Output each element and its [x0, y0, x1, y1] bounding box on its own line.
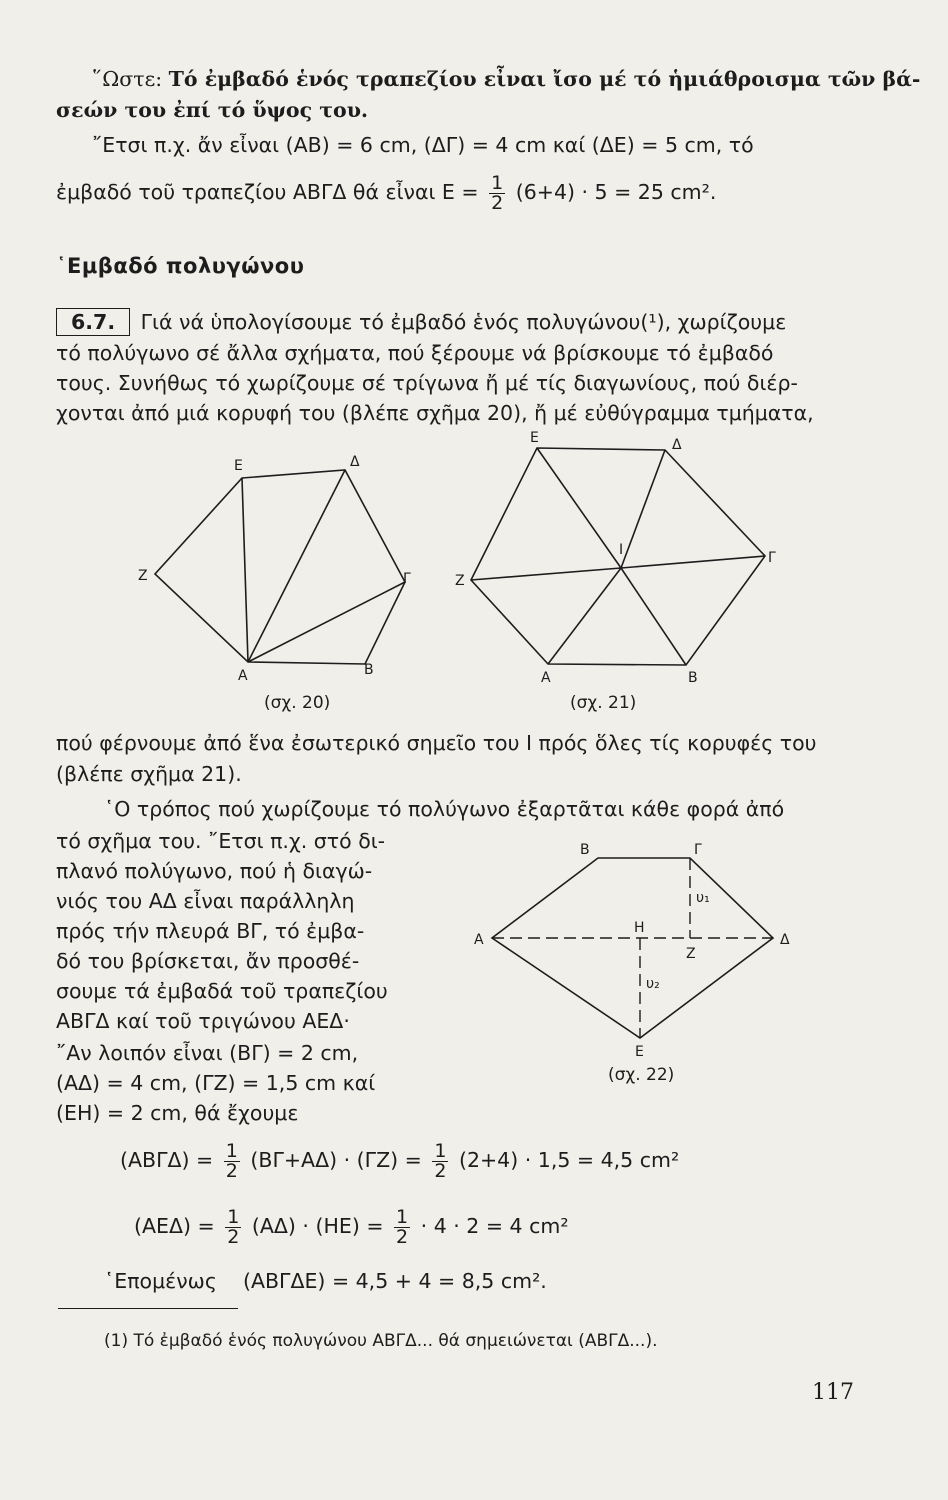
eq2-lhs: (ΑΕΔ) =: [134, 1214, 215, 1238]
pentagon-outline: [492, 858, 773, 1038]
figure-22: [468, 838, 808, 1088]
eq2-fraction-1: [225, 1205, 241, 1248]
figure-21: [448, 428, 793, 718]
eq1-fraction-2: [432, 1139, 448, 1182]
fig22-label-u1: υ₁: [696, 890, 710, 906]
eq3-lead: ῾Επομένως: [104, 1269, 217, 1293]
para-after-line-2: (βλέπε σχῆμα 21).: [56, 762, 242, 786]
fig20-label-b: Β: [364, 662, 374, 678]
para-after-line-11: ῎Αν λοιπόν εἶναι (ΒΓ) = 2 cm,: [56, 1041, 359, 1065]
section-title: ῾Εμβαδό πολυγώνου: [56, 254, 305, 278]
equation-aed: [134, 1202, 569, 1250]
fig21-label-e: Ε: [530, 430, 539, 446]
para-after-line-9: σουμε τά ἐμβαδά τοῦ τραπεζίου: [56, 979, 388, 1003]
para-after-line-7: πρός τήν πλευρά ΒΓ, τό ἐμβα-: [56, 919, 365, 943]
fig21-label-d: Δ: [672, 437, 682, 453]
fig20-label-g: Γ: [403, 571, 411, 587]
fig22-label-u2: υ₂: [646, 976, 660, 992]
footnote-divider: [58, 1308, 238, 1309]
fraction-numerator: 1: [491, 171, 504, 194]
fraction-numerator: 1: [227, 1205, 240, 1228]
figure-20: [130, 450, 420, 720]
hexagon-outline: [471, 448, 765, 665]
intro-line-1: [92, 66, 920, 92]
intro-line-2: σεών του ἐπί τό ὕψος του.: [56, 98, 369, 122]
fig21-caption: (σχ. 21): [570, 693, 637, 713]
intro-line-4-pre: ἐμβαδό τοῦ τραπεζίου ΑΒΓΔ θά εἶναι Ε =: [56, 180, 479, 204]
fraction-numerator: 1: [396, 1205, 409, 1228]
paragraph-number-box: 6.7.: [56, 308, 130, 336]
para-after-line-3: ῾Ο τρόπος πού χωρίζουμε τό πολύγωνο ἐξαρτᾶται κάθε φορά ἀπό: [104, 797, 785, 821]
fig21-label-z: Ζ: [455, 573, 465, 589]
intro-line-4-post: (6+4) · 5 = 25 cm².: [515, 180, 717, 204]
intro-lead: ῞Ωστε:: [92, 67, 163, 91]
eq2-fraction-2: [394, 1205, 410, 1248]
intro-line-4: [56, 172, 716, 213]
para-after-line-12: (ΑΔ) = 4 cm, (ΓΖ) = 1,5 cm καί: [56, 1071, 376, 1095]
equation-abgd: [120, 1136, 679, 1184]
intro-line-3: ῎Ετσι π.χ. ἄν εἶναι (ΑΒ) = 6 cm, (ΔΓ) = 4 cm καί (ΔΕ) = 5 cm, τό: [92, 133, 754, 157]
eq2-rhs: · 4 · 2 = 4 cm²: [420, 1214, 569, 1238]
equation-total: [104, 1268, 547, 1294]
eq1-rhs: (2+4) · 1,5 = 4,5 cm²: [458, 1148, 680, 1172]
fig22-label-b: Β: [580, 842, 590, 858]
fig20-label-z: Ζ: [138, 568, 148, 584]
fig21-label-a: Α: [541, 670, 551, 686]
eq1-mid: (ΒΓ+ΑΔ) · (ΓΖ) =: [250, 1148, 422, 1172]
fraction-numerator: 1: [434, 1139, 447, 1162]
fig22-label-a: Α: [474, 932, 484, 948]
para-after-line-8: δό του βρίσκεται, ἄν προσθέ-: [56, 949, 360, 973]
footnote: (1) Τό ἐμβαδό ἑνός πολυγώνου ΑΒΓΔ... θά σημειώνεται (ΑΒΓΔ...).: [104, 1331, 658, 1351]
fig21-label-b: Β: [688, 670, 698, 686]
segments-from-i: [471, 448, 765, 665]
fraction-denominator: 2: [396, 1225, 409, 1248]
para67-line-4: χονται ἀπό μιά κορυφή του (βλέπε σχῆμα 20), ἤ μέ εὐθύγραμμα τμήματα,: [56, 401, 814, 425]
para-after-line-4: τό σχῆμα του. ῎Ετσι π.χ. στό δι-: [56, 829, 386, 853]
fig20-caption: (σχ. 20): [264, 693, 331, 713]
para67-line-1-text: Γιά νά ὑπολογίσουμε τό ἐμβαδό ἑνός πολυγώνου(¹), χωρίζουμε: [140, 310, 787, 334]
fraction-denominator: 2: [225, 1159, 238, 1182]
fig22-label-d: Δ: [780, 932, 790, 948]
intro-rule-bold-1: Τό ἐμβαδό ἑνός τραπεζίου εἶναι ἴσο μέ τό ἡμιάθροισμα τῶν βά-: [168, 67, 921, 91]
fraction-denominator: 2: [227, 1225, 240, 1248]
para-after-line-1: πού φέρνουμε ἀπό ἕνα ἐσωτερικό σημεῖο του Ι πρός ὅλες τίς κορυφές του: [56, 731, 817, 755]
fig20-label-d: Δ: [350, 454, 360, 470]
fig20-label-e: Ε: [234, 458, 243, 474]
hexagon-outline: [155, 470, 405, 664]
eq3-expr: (ΑΒΓΔΕ) = 4,5 + 4 = 8,5 cm².: [242, 1269, 547, 1293]
fig22-caption: (σχ. 22): [608, 1065, 675, 1085]
fig20-label-a: Α: [238, 668, 248, 684]
eq2-mid: (ΑΔ) · (ΗΕ) =: [251, 1214, 384, 1238]
para-after-line-6: νιός του ΑΔ εἶναι παράλληλη: [56, 889, 355, 913]
fig22-label-g: Γ: [694, 842, 702, 858]
eq1-lhs: (ΑΒΓΔ) =: [120, 1148, 214, 1172]
fig21-label-i: Ι: [619, 542, 624, 558]
para-after-line-13: (ΕΗ) = 2 cm, θά ἔχουμε: [56, 1101, 299, 1125]
eq1-fraction-1: [224, 1139, 240, 1182]
fraction-numerator: 1: [225, 1139, 238, 1162]
fraction-denominator: 2: [434, 1159, 447, 1182]
para67-line-2: τό πολύγωνο σέ ἄλλα σχήματα, πού ξέρουμε νά βρίσκουμε τό ἐμβαδό: [56, 341, 774, 365]
para67-line-3: τους. Συνήθως τό χωρίζουμε σέ τρίγωνα ἤ μέ τίς διαγωνίους, πού διέρ-: [56, 371, 798, 395]
para67-line-1: [56, 308, 786, 336]
page-number: 117: [812, 1380, 854, 1405]
para-after-line-5: πλανό πολύγωνο, πού ἡ διαγώ-: [56, 859, 373, 883]
fig21-label-g: Γ: [768, 550, 776, 566]
fig22-label-z: Ζ: [686, 946, 696, 962]
fig22-label-e: Ε: [635, 1044, 644, 1060]
fig22-label-h: Η: [634, 920, 645, 936]
fraction-half: [489, 171, 505, 214]
para-after-line-10: ΑΒΓΔ καί τοῦ τριγώνου ΑΕΔ·: [56, 1009, 350, 1033]
fraction-denominator: 2: [491, 191, 504, 214]
dashed-construction-lines: [492, 858, 773, 1038]
